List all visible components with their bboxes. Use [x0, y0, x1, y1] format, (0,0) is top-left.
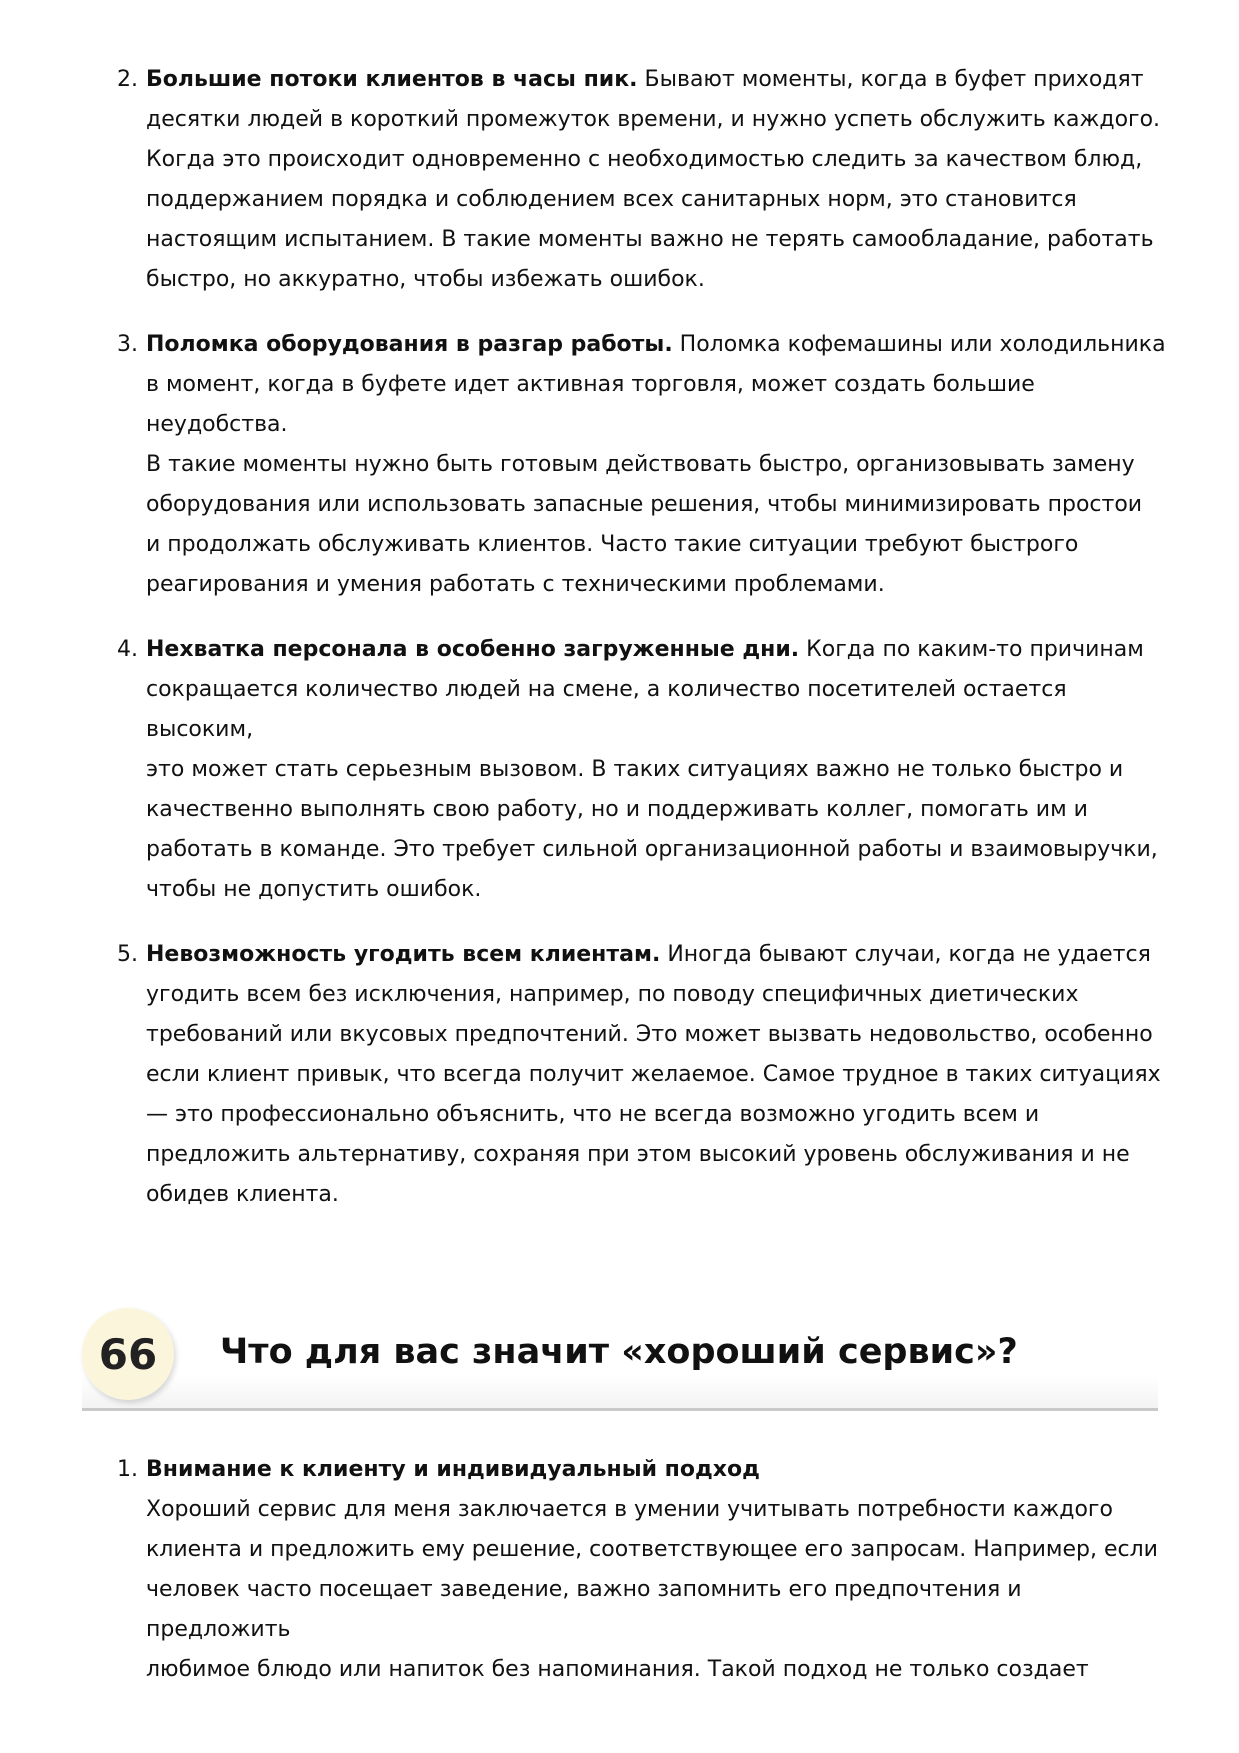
item-number: 4.: [117, 637, 138, 662]
item-text-line: быстро, но аккуратно, чтобы избежать ошибок.: [146, 267, 705, 292]
item-text-line: если клиент привык, что всегда получит желаемое. Самое трудное в таких ситуациях: [146, 1062, 1161, 1087]
item-title: Большие потоки клиентов в часы пик.: [146, 67, 638, 92]
item-number: 1.: [117, 1457, 138, 1482]
item-text-line: предложить альтернативу, сохраняя при этом высокий уровень обслуживания и не: [146, 1142, 1130, 1167]
list-item: [117, 60, 1167, 300]
item-text-line: реагирования и умения работать с техническими проблемами.: [146, 572, 885, 597]
item-text-line: Бывают моменты, когда в буфет приходят: [637, 67, 1144, 92]
list-item: [117, 630, 1167, 910]
question-number-badge: 66: [82, 1308, 174, 1400]
list-item: [117, 935, 1167, 1215]
item-text-line: настоящим испытанием. В такие моменты важно не терять самообладание, работать: [146, 227, 1154, 252]
item-text-line: — это профессионально объяснить, что не всегда возможно угодить всем и: [146, 1102, 1040, 1127]
item-text-line: клиента и предложить ему решение, соответствующее его запросам. Например, если: [146, 1537, 1158, 1562]
item-text-line: поддержанием порядка и соблюдением всех санитарных норм, это становится: [146, 187, 1077, 212]
question-header: [82, 1300, 1158, 1410]
item-text-line: в момент, когда в буфете идет активная торговля, может создать большие неудобства.: [146, 372, 1035, 437]
item-text-line: требований или вкусовых предпочтений. Это может вызвать недовольство, особенно: [146, 1022, 1153, 1047]
item-text-line: и продолжать обслуживать клиентов. Часто такие ситуации требуют быстрого: [146, 532, 1079, 557]
answer-list: [117, 1450, 1167, 1690]
list-item: [117, 325, 1167, 605]
item-number: 3.: [117, 332, 138, 357]
item-text-line: угодить всем без исключения, например, по поводу специфичных диетических: [146, 982, 1079, 1007]
item-text-line: десятки людей в короткий промежуток времени, и нужно успеть обслужить каждого.: [146, 107, 1161, 132]
item-title: Невозможность угодить всем клиентам.: [146, 942, 661, 967]
item-number: 2.: [117, 67, 138, 92]
item-text-line: чтобы не допустить ошибок.: [146, 877, 482, 902]
item-text-line: сокращается количество людей на смене, а количество посетителей остается высоким,: [146, 677, 1067, 742]
item-text-line: это может стать серьезным вызовом. В таких ситуациях важно не только быстро и: [146, 757, 1124, 782]
question-title: Что для вас значит «хороший сервис»?: [220, 1332, 1018, 1372]
item-text-line: любимое блюдо или напиток без напоминания. Такой подход не только создает: [146, 1657, 1089, 1682]
item-text-line: обидев клиента.: [146, 1182, 339, 1207]
item-text-line: Иногда бывают случаи, когда не удается: [660, 942, 1151, 967]
item-title: Нехватка персонала в особенно загруженные дни.: [146, 637, 800, 662]
item-text-line: Поломка кофемашины или холодильника: [672, 332, 1166, 357]
item-number: 5.: [117, 942, 138, 967]
item-text-line: работать в команде. Это требует сильной организационной работы и взаимовыручки,: [146, 837, 1158, 862]
list-item: [117, 1450, 1167, 1690]
item-title: Внимание к клиенту и индивидуальный подход: [146, 1457, 760, 1482]
item-text-line: Хороший сервис для меня заключается в умении учитывать потребности каждого: [146, 1497, 1113, 1522]
item-text-line: Когда по каким-то причинам: [799, 637, 1144, 662]
item-text-line: качественно выполнять свою работу, но и поддерживать коллег, помогать им и: [146, 797, 1088, 822]
item-text-line: Когда это происходит одновременно с необходимостью следить за качеством блюд,: [146, 147, 1143, 172]
item-title: Поломка оборудования в разгар работы.: [146, 332, 673, 357]
item-text-line: оборудования или использовать запасные решения, чтобы минимизировать простои: [146, 492, 1143, 517]
item-text-line: человек часто посещает заведение, важно запомнить его предпочтения и предложить: [146, 1577, 1022, 1642]
item-text-line: В такие моменты нужно быть готовым действовать быстро, организовывать замену: [146, 452, 1135, 477]
answer-list: [117, 60, 1167, 1215]
